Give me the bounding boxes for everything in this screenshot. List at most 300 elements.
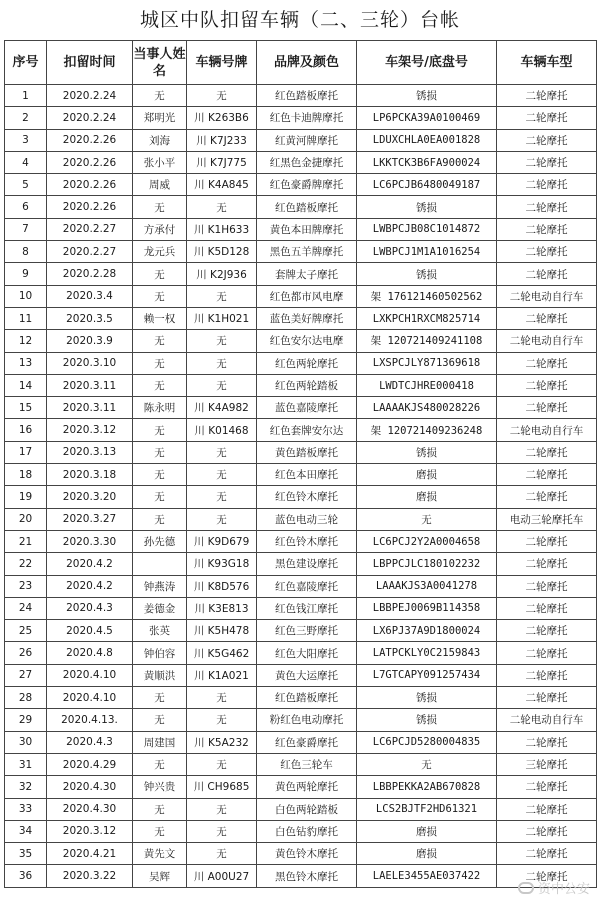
cell-brand-color: 红色本田摩托 (257, 464, 357, 486)
cell-plate: 川 K1A021 (187, 664, 257, 686)
table-row (5, 151, 597, 173)
cell-plate: 无 (187, 709, 257, 731)
table-row (5, 664, 597, 686)
table-row (5, 107, 597, 129)
cell-plate: 无 (187, 508, 257, 530)
cell-brand-color: 红色套牌安尔达 (257, 419, 357, 441)
cell-impound-date: 2020.2.26 (47, 196, 133, 218)
cell-impound-date: 2020.3.11 (47, 397, 133, 419)
cell-index: 19 (5, 486, 47, 508)
cell-vehicle-type: 二轮摩托 (497, 263, 597, 285)
cell-vehicle-type: 二轮摩托 (497, 731, 597, 753)
cell-plate: 川 K2J936 (187, 263, 257, 285)
cell-index: 29 (5, 709, 47, 731)
table-row (5, 374, 597, 396)
cell-index: 1 (5, 85, 47, 107)
cell-plate: 无 (187, 196, 257, 218)
cell-vehicle-type: 二轮电动自行车 (497, 285, 597, 307)
table-row (5, 330, 597, 352)
cell-impound-date: 2020.2.26 (47, 129, 133, 151)
cell-plate: 川 K8D576 (187, 575, 257, 597)
cell-index: 7 (5, 218, 47, 240)
cell-chassis: 锈损 (357, 263, 497, 285)
cell-impound-date: 2020.4.3 (47, 597, 133, 619)
table-row (5, 753, 597, 775)
cell-chassis: 锈损 (357, 441, 497, 463)
cell-brand-color: 黄色踏板摩托 (257, 441, 357, 463)
cell-impound-date: 2020.3.11 (47, 374, 133, 396)
cell-vehicle-type: 二轮摩托 (497, 642, 597, 664)
table-row (5, 553, 597, 575)
cell-impound-date: 2020.3.12 (47, 419, 133, 441)
cell-party-name: 钟兴贵 (133, 776, 187, 798)
table-row (5, 486, 597, 508)
cell-index: 10 (5, 285, 47, 307)
table-row (5, 820, 597, 842)
cell-plate: 无 (187, 486, 257, 508)
cell-plate: 川 K3E813 (187, 597, 257, 619)
cell-brand-color: 红色铃木摩托 (257, 530, 357, 552)
cell-party-name: 无 (133, 196, 187, 218)
cell-party-name: 无 (133, 285, 187, 307)
cell-vehicle-type: 二轮摩托 (497, 820, 597, 842)
cell-chassis: 磨损 (357, 843, 497, 865)
cell-party-name: 郑明光 (133, 107, 187, 129)
table-row (5, 307, 597, 329)
watermark (518, 878, 590, 897)
cell-brand-color: 蓝色美好牌摩托 (257, 307, 357, 329)
cell-party-name: 刘海 (133, 129, 187, 151)
cell-plate: 无 (187, 798, 257, 820)
cell-chassis: LDUXCHLA0EA001828 (357, 129, 497, 151)
header-index: 序号 (5, 41, 47, 85)
cell-impound-date: 2020.2.26 (47, 174, 133, 196)
cell-plate: 川 K4A845 (187, 174, 257, 196)
cell-plate: 无 (187, 85, 257, 107)
cell-impound-date: 2020.4.2 (47, 575, 133, 597)
cell-plate: 无 (187, 441, 257, 463)
cell-party-name: 无 (133, 798, 187, 820)
cell-vehicle-type: 二轮摩托 (497, 174, 597, 196)
impounded-vehicles-table (4, 40, 597, 888)
table-row (5, 597, 597, 619)
cell-chassis: LWDTCJHRE000418 (357, 374, 497, 396)
cell-impound-date: 2020.2.26 (47, 151, 133, 173)
cell-party-name: 黄顺洪 (133, 664, 187, 686)
cell-chassis: 架 120721409236248 (357, 419, 497, 441)
cell-vehicle-type: 二轮摩托 (497, 441, 597, 463)
cell-impound-date: 2020.4.10 (47, 687, 133, 709)
cell-brand-color: 黑色五羊牌摩托 (257, 241, 357, 263)
cell-index: 3 (5, 129, 47, 151)
cell-vehicle-type: 二轮摩托 (497, 307, 597, 329)
table-row (5, 687, 597, 709)
cell-brand-color: 套牌太子摩托 (257, 263, 357, 285)
cell-vehicle-type: 二轮摩托 (497, 107, 597, 129)
cell-impound-date: 2020.3.4 (47, 285, 133, 307)
header-plate: 车辆号牌 (187, 41, 257, 85)
cell-brand-color: 蓝色嘉陵摩托 (257, 397, 357, 419)
cell-index: 36 (5, 865, 47, 887)
cell-vehicle-type: 二轮摩托 (497, 151, 597, 173)
cell-impound-date: 2020.4.30 (47, 776, 133, 798)
cell-index: 17 (5, 441, 47, 463)
table-row (5, 85, 597, 107)
cell-vehicle-type: 电动三轮摩托车 (497, 508, 597, 530)
cell-brand-color: 红色两轮踏板 (257, 374, 357, 396)
cell-brand-color: 红黑色金捷摩托 (257, 151, 357, 173)
cell-impound-date: 2020.2.27 (47, 241, 133, 263)
cell-impound-date: 2020.3.13 (47, 441, 133, 463)
document-title: 城区中队扣留车辆（二、三轮）台帐 (139, 9, 460, 31)
cell-impound-date: 2020.4.5 (47, 620, 133, 642)
cell-brand-color: 红色铃木摩托 (257, 486, 357, 508)
cell-party-name: 无 (133, 330, 187, 352)
table-row (5, 530, 597, 552)
cell-party-name: 吴辉 (133, 865, 187, 887)
table-row (5, 575, 597, 597)
cell-index: 25 (5, 620, 47, 642)
cell-index: 13 (5, 352, 47, 374)
cell-chassis: LAAAAKJS480028226 (357, 397, 497, 419)
cell-brand-color: 蓝色电动三轮 (257, 508, 357, 530)
cell-brand-color: 黄色两轮摩托 (257, 776, 357, 798)
table-row (5, 798, 597, 820)
cell-chassis: LATPCKLY0C2159843 (357, 642, 497, 664)
cell-impound-date: 2020.3.10 (47, 352, 133, 374)
cell-vehicle-type: 二轮摩托 (497, 865, 597, 887)
cell-plate: 无 (187, 843, 257, 865)
table-row (5, 241, 597, 263)
cell-party-name: 无 (133, 820, 187, 842)
cell-index: 20 (5, 508, 47, 530)
cell-chassis: LXKPCH1RXCM825714 (357, 307, 497, 329)
cell-chassis: 锈损 (357, 687, 497, 709)
cell-chassis: 锈损 (357, 196, 497, 218)
cell-brand-color: 红色踏板摩托 (257, 687, 357, 709)
cell-plate: 无 (187, 464, 257, 486)
cell-brand-color: 红色嘉陵摩托 (257, 575, 357, 597)
cell-party-name: 姜德金 (133, 597, 187, 619)
cell-plate: 川 K7J233 (187, 129, 257, 151)
table-row (5, 441, 597, 463)
cell-plate: 川 K4A982 (187, 397, 257, 419)
cell-plate: 无 (187, 687, 257, 709)
cell-party-name: 无 (133, 508, 187, 530)
cell-party-name: 无 (133, 709, 187, 731)
table-row (5, 174, 597, 196)
cell-chassis: LC6PCJ2Y2A0004658 (357, 530, 497, 552)
table-row (5, 352, 597, 374)
cell-chassis: LAAAKJS3A0041278 (357, 575, 497, 597)
cell-vehicle-type: 二轮摩托 (497, 374, 597, 396)
cell-chassis: 无 (357, 508, 497, 530)
header-impound-date: 扣留时间 (47, 41, 133, 85)
cell-plate: 无 (187, 753, 257, 775)
cell-party-name: 方承付 (133, 218, 187, 240)
cell-chassis: LBBPEJ0069B114358 (357, 597, 497, 619)
cell-index: 28 (5, 687, 47, 709)
cell-vehicle-type: 二轮摩托 (497, 241, 597, 263)
cell-brand-color: 红色卡迪牌摩托 (257, 107, 357, 129)
table-row (5, 263, 597, 285)
cell-brand-color: 黄色铃木摩托 (257, 843, 357, 865)
cell-party-name: 张小平 (133, 151, 187, 173)
cell-vehicle-type: 二轮摩托 (497, 196, 597, 218)
cell-chassis: LP6PCKA39A0100469 (357, 107, 497, 129)
cell-party-name: 无 (133, 374, 187, 396)
cell-vehicle-type: 二轮电动自行车 (497, 419, 597, 441)
cell-vehicle-type: 二轮摩托 (497, 687, 597, 709)
cell-party-name: 无 (133, 753, 187, 775)
cell-chassis: 锈损 (357, 85, 497, 107)
cell-brand-color: 红色都市风电摩 (257, 285, 357, 307)
cell-impound-date: 2020.3.27 (47, 508, 133, 530)
cell-brand-color: 红色豪爵摩托 (257, 731, 357, 753)
cell-brand-color: 白色两轮踏板 (257, 798, 357, 820)
header-brand-color: 品牌及颜色 (257, 41, 357, 85)
cell-vehicle-type: 二轮摩托 (497, 843, 597, 865)
cell-index: 32 (5, 776, 47, 798)
cell-chassis: 架 176121460502562 (357, 285, 497, 307)
watermark-text: 资中公安 (537, 882, 590, 897)
cell-vehicle-type: 二轮摩托 (497, 597, 597, 619)
table-row (5, 285, 597, 307)
cell-vehicle-type: 二轮摩托 (497, 352, 597, 374)
cell-brand-color: 红色钱江摩托 (257, 597, 357, 619)
cell-brand-color: 红色两轮摩托 (257, 352, 357, 374)
cell-party-name: 周威 (133, 174, 187, 196)
cell-vehicle-type: 二轮摩托 (497, 664, 597, 686)
cell-impound-date: 2020.3.9 (47, 330, 133, 352)
cell-party-name: 无 (133, 441, 187, 463)
cell-chassis: 磨损 (357, 486, 497, 508)
table-row (5, 731, 597, 753)
cell-impound-date: 2020.3.12 (47, 820, 133, 842)
cell-chassis: LAELE3455AE037422 (357, 865, 497, 887)
cell-index: 6 (5, 196, 47, 218)
cell-brand-color: 红色三轮车 (257, 753, 357, 775)
cell-chassis: 架 120721409241108 (357, 330, 497, 352)
cell-chassis: LWBPCJB08C1014872 (357, 218, 497, 240)
table-row (5, 865, 597, 887)
cell-index: 21 (5, 530, 47, 552)
cell-brand-color: 黑色建设摩托 (257, 553, 357, 575)
table-row (5, 397, 597, 419)
cell-plate: 川 K5H478 (187, 620, 257, 642)
cell-plate: 川 K93G18 (187, 553, 257, 575)
cell-index: 16 (5, 419, 47, 441)
cell-brand-color: 红色豪爵牌摩托 (257, 174, 357, 196)
cell-index: 2 (5, 107, 47, 129)
cell-index: 31 (5, 753, 47, 775)
cell-plate: 川 K1H633 (187, 218, 257, 240)
cell-index: 30 (5, 731, 47, 753)
cell-index: 9 (5, 263, 47, 285)
cell-index: 18 (5, 464, 47, 486)
cell-plate: 川 CH9685 (187, 776, 257, 798)
table-row (5, 843, 597, 865)
cell-vehicle-type: 二轮电动自行车 (497, 330, 597, 352)
cell-brand-color: 红色三野摩托 (257, 620, 357, 642)
cell-plate: 无 (187, 352, 257, 374)
cell-vehicle-type: 二轮摩托 (497, 85, 597, 107)
cell-brand-color: 红黄河牌摩托 (257, 129, 357, 151)
cell-impound-date: 2020.3.22 (47, 865, 133, 887)
cell-index: 34 (5, 820, 47, 842)
cell-brand-color: 红色踏板摩托 (257, 85, 357, 107)
cell-index: 22 (5, 553, 47, 575)
cell-chassis: 锈损 (357, 709, 497, 731)
cell-plate: 川 A00U27 (187, 865, 257, 887)
cell-brand-color: 黑色铃木摩托 (257, 865, 357, 887)
wechat-icon (518, 882, 534, 894)
cell-impound-date: 2020.4.29 (47, 753, 133, 775)
cell-party-name: 无 (133, 352, 187, 374)
cell-vehicle-type: 二轮摩托 (497, 798, 597, 820)
cell-vehicle-type: 二轮摩托 (497, 620, 597, 642)
cell-index: 24 (5, 597, 47, 619)
cell-vehicle-type: 二轮摩托 (497, 218, 597, 240)
cell-plate: 川 K9D679 (187, 530, 257, 552)
cell-chassis: LCS2BJTF2HD61321 (357, 798, 497, 820)
table-row (5, 464, 597, 486)
cell-index: 26 (5, 642, 47, 664)
cell-plate: 川 K5G462 (187, 642, 257, 664)
table-header-row (5, 41, 597, 85)
cell-index: 11 (5, 307, 47, 329)
cell-index: 5 (5, 174, 47, 196)
table-row (5, 129, 597, 151)
cell-impound-date: 2020.3.30 (47, 530, 133, 552)
cell-index: 4 (5, 151, 47, 173)
cell-plate: 无 (187, 820, 257, 842)
cell-impound-date: 2020.4.13. (47, 709, 133, 731)
cell-index: 14 (5, 374, 47, 396)
cell-impound-date: 2020.4.10 (47, 664, 133, 686)
table-row (5, 620, 597, 642)
cell-brand-color: 粉红色电动摩托 (257, 709, 357, 731)
cell-party-name: 赖一权 (133, 307, 187, 329)
table-row (5, 508, 597, 530)
cell-plate: 川 K263B6 (187, 107, 257, 129)
cell-plate: 无 (187, 330, 257, 352)
cell-plate: 川 K01468 (187, 419, 257, 441)
cell-party-name: 无 (133, 419, 187, 441)
cell-brand-color: 红色安尔达电摩 (257, 330, 357, 352)
cell-chassis: LXSPCJLY871369618 (357, 352, 497, 374)
header-party-name: 当事人姓名 (133, 41, 187, 85)
cell-vehicle-type: 二轮摩托 (497, 530, 597, 552)
cell-chassis: LBPPCJLC180102232 (357, 553, 497, 575)
cell-vehicle-type: 二轮摩托 (497, 486, 597, 508)
cell-index: 15 (5, 397, 47, 419)
cell-vehicle-type: 二轮摩托 (497, 129, 597, 151)
cell-party-name: 孙先德 (133, 530, 187, 552)
table-row (5, 419, 597, 441)
cell-impound-date: 2020.2.27 (47, 218, 133, 240)
cell-chassis: 无 (357, 753, 497, 775)
cell-impound-date: 2020.4.8 (47, 642, 133, 664)
cell-plate: 川 K5D128 (187, 241, 257, 263)
cell-party-name (133, 553, 187, 575)
cell-party-name: 周建国 (133, 731, 187, 753)
cell-plate: 川 K5A232 (187, 731, 257, 753)
cell-index: 33 (5, 798, 47, 820)
cell-impound-date: 2020.3.18 (47, 464, 133, 486)
cell-chassis: L7GTCAPY091257434 (357, 664, 497, 686)
cell-party-name: 钟燕涛 (133, 575, 187, 597)
cell-party-name: 无 (133, 85, 187, 107)
cell-plate: 川 K1H021 (187, 307, 257, 329)
cell-impound-date: 2020.3.5 (47, 307, 133, 329)
cell-party-name: 无 (133, 263, 187, 285)
table-row (5, 642, 597, 664)
cell-party-name: 无 (133, 687, 187, 709)
cell-impound-date: 2020.4.2 (47, 553, 133, 575)
header-vehicle-type: 车辆车型 (497, 41, 597, 85)
cell-impound-date: 2020.4.21 (47, 843, 133, 865)
table-row (5, 196, 597, 218)
cell-vehicle-type: 二轮摩托 (497, 575, 597, 597)
cell-plate: 无 (187, 374, 257, 396)
cell-index: 8 (5, 241, 47, 263)
cell-party-name: 龙元兵 (133, 241, 187, 263)
cell-impound-date: 2020.2.24 (47, 85, 133, 107)
cell-chassis: LKKTCK3B6FA900024 (357, 151, 497, 173)
cell-brand-color: 黄色大运摩托 (257, 664, 357, 686)
cell-party-name: 黄先文 (133, 843, 187, 865)
cell-party-name: 张英 (133, 620, 187, 642)
cell-plate: 无 (187, 285, 257, 307)
cell-vehicle-type: 二轮摩托 (497, 397, 597, 419)
cell-chassis: 磨损 (357, 820, 497, 842)
cell-brand-color: 黄色本田牌摩托 (257, 218, 357, 240)
cell-index: 23 (5, 575, 47, 597)
cell-impound-date: 2020.2.24 (47, 107, 133, 129)
cell-chassis: LX6PJ37A9D1800024 (357, 620, 497, 642)
cell-party-name: 无 (133, 464, 187, 486)
cell-party-name: 陈永明 (133, 397, 187, 419)
cell-impound-date: 2020.3.20 (47, 486, 133, 508)
cell-party-name: 钟伯容 (133, 642, 187, 664)
cell-vehicle-type: 二轮摩托 (497, 553, 597, 575)
cell-party-name: 无 (133, 486, 187, 508)
cell-impound-date: 2020.2.28 (47, 263, 133, 285)
cell-chassis: 磨损 (357, 464, 497, 486)
table-row (5, 709, 597, 731)
cell-brand-color: 红色踏板摩托 (257, 196, 357, 218)
cell-chassis: LC6PCJD5280004835 (357, 731, 497, 753)
table-row (5, 218, 597, 240)
cell-brand-color: 白色钻豹摩托 (257, 820, 357, 842)
table-row (5, 776, 597, 798)
cell-vehicle-type: 三轮摩托 (497, 753, 597, 775)
cell-impound-date: 2020.4.3 (47, 731, 133, 753)
cell-brand-color: 红色大阳摩托 (257, 642, 357, 664)
cell-vehicle-type: 二轮摩托 (497, 776, 597, 798)
cell-chassis: LBBPEKKA2AB670828 (357, 776, 497, 798)
cell-index: 35 (5, 843, 47, 865)
cell-vehicle-type: 二轮电动自行车 (497, 709, 597, 731)
cell-chassis: LC6PCJB6480049187 (357, 174, 497, 196)
cell-index: 12 (5, 330, 47, 352)
table-body (5, 85, 597, 888)
cell-index: 27 (5, 664, 47, 686)
cell-chassis: LWBPCJ1M1A1016254 (357, 241, 497, 263)
cell-vehicle-type: 二轮摩托 (497, 464, 597, 486)
cell-impound-date: 2020.4.30 (47, 798, 133, 820)
